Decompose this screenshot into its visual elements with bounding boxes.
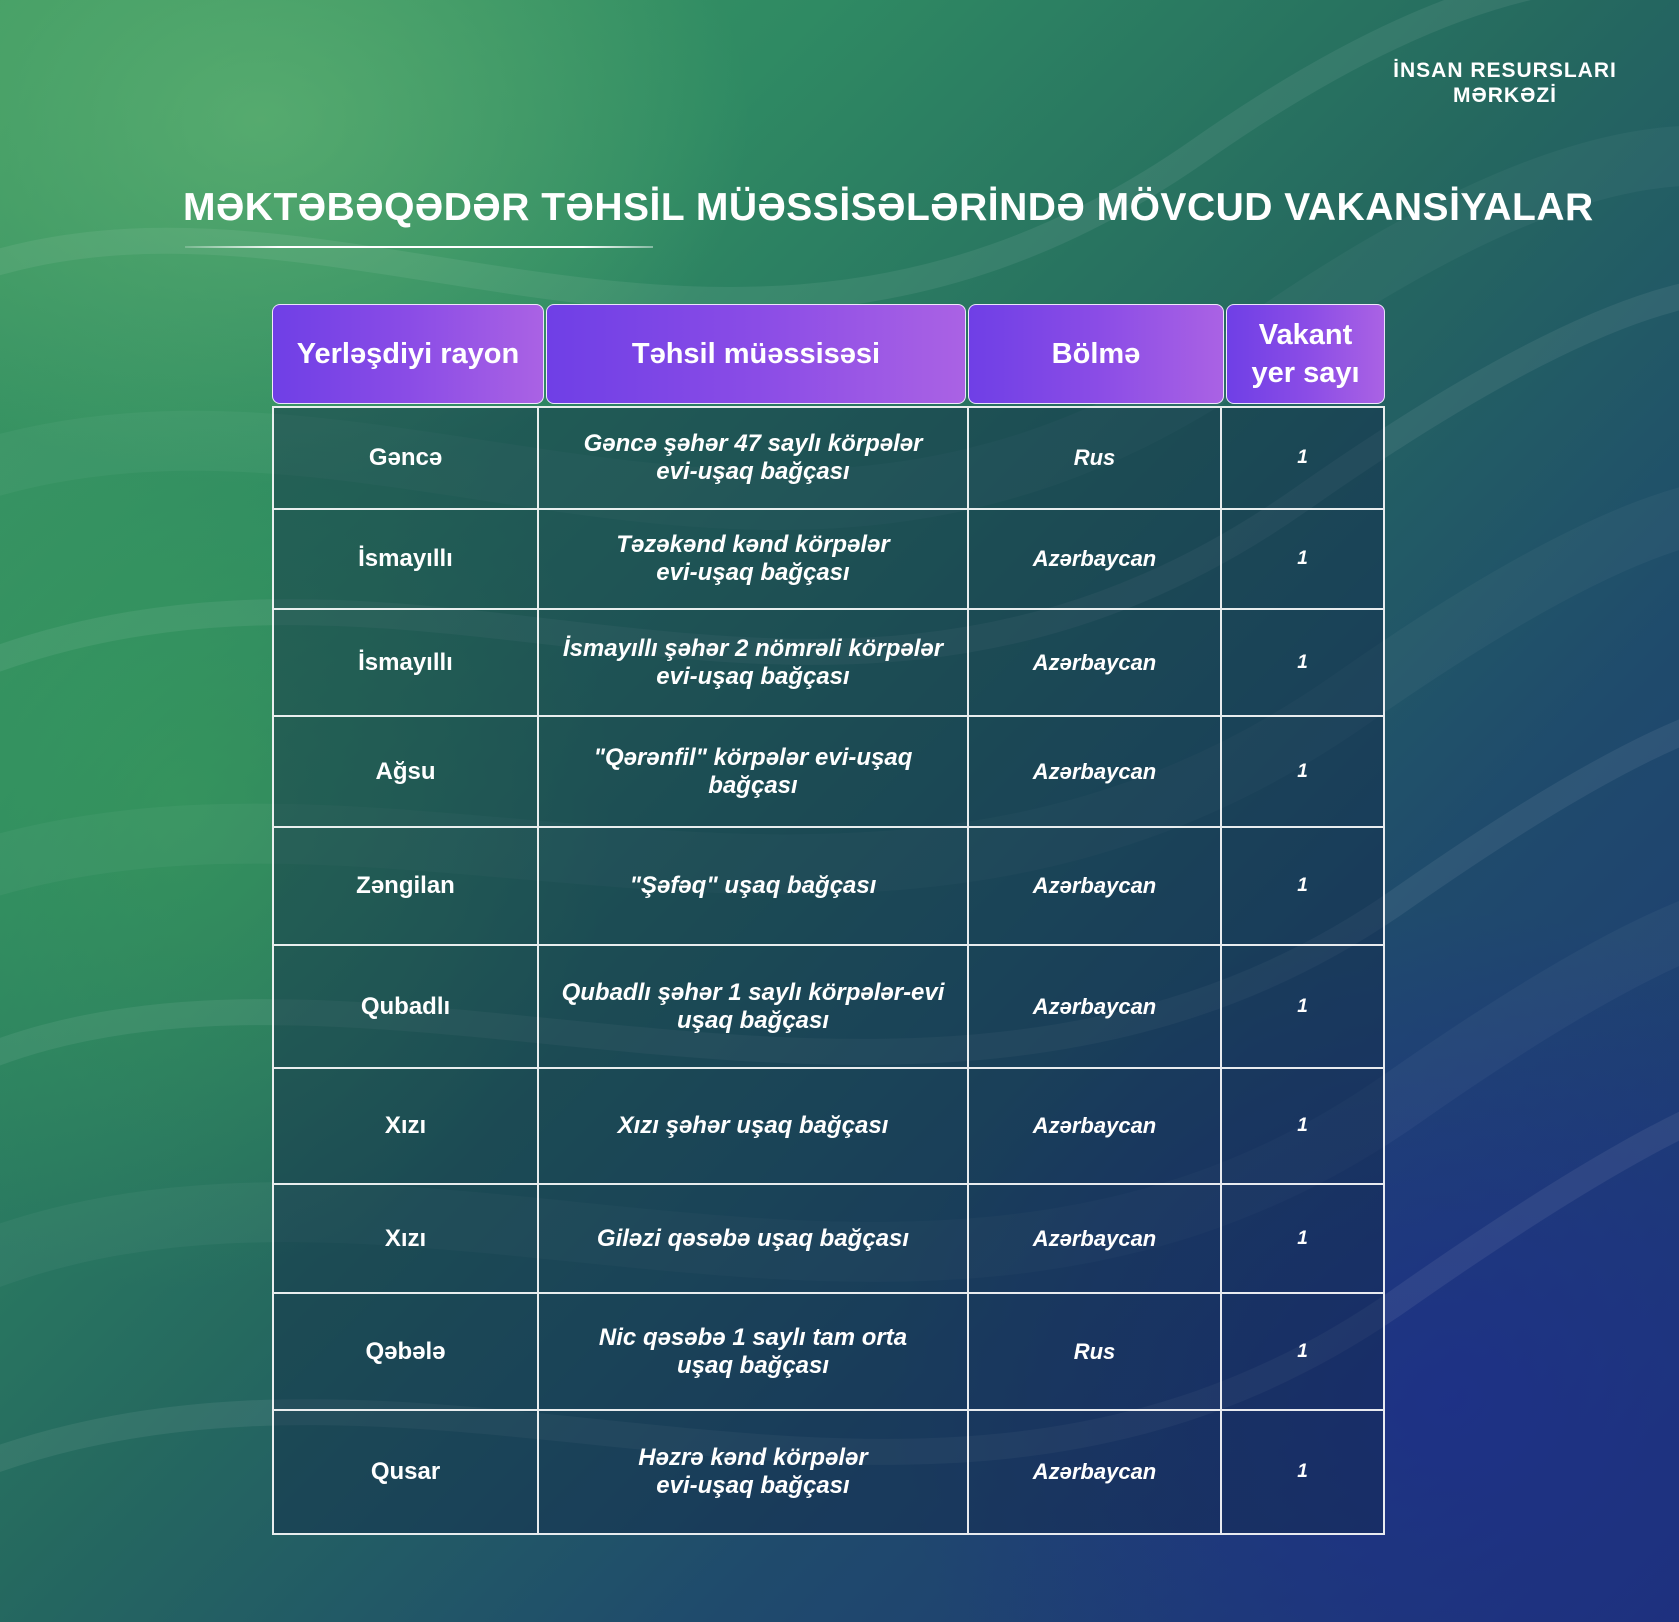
cell-section: Azərbaycan <box>967 510 1220 608</box>
table-row <box>274 828 1383 946</box>
institution-line-2: uşaq bağçası <box>676 1006 830 1034</box>
table-body <box>272 406 1385 1535</box>
cell-section: Azərbaycan <box>967 1069 1220 1183</box>
institution-line-1: İsmayıllı şəhər 2 nömrəli körpələr <box>562 634 944 662</box>
header-vacancies-line-2: yer sayı <box>1251 357 1360 389</box>
cell-section: Azərbaycan <box>967 610 1220 715</box>
institution-line-1: "Şəfəq" uşaq bağçası <box>629 872 877 899</box>
cell-district: Gəncə <box>368 444 443 471</box>
brand-line-1: İNSAN RESURSLARI <box>1393 59 1617 82</box>
cell-district: İsmayıllı <box>358 648 453 676</box>
cell-institution <box>537 1411 967 1533</box>
cell-section: Rus <box>967 408 1220 508</box>
institution-line-1: Təzəkənd kənd körpələr <box>616 531 890 558</box>
institution-line-1: "Qərənfil" körpələr evi-uşaq bağçası <box>593 743 913 799</box>
cell-district: Xızı <box>384 1224 427 1252</box>
cell-district: Qubadlı <box>360 992 451 1020</box>
institution-line-2: evi-uşaq bağçası <box>656 1472 850 1499</box>
header-vacancies-line-1: Vakant <box>1258 319 1353 351</box>
institution-line-1: Nic qəsəbə 1 saylı tam orta <box>598 1323 908 1351</box>
cell-section: Azərbaycan <box>967 1185 1220 1292</box>
institution-line-1: Qubadlı şəhər 1 saylı körpələr-evi <box>561 978 945 1006</box>
header-section: Bölmə <box>968 304 1224 404</box>
cell-section: Rus <box>967 1294 1220 1409</box>
table-row <box>274 610 1383 717</box>
table-row <box>274 946 1383 1069</box>
institution-line-1: Həzrə kənd körpələr <box>638 1444 868 1471</box>
cell-vacancies: 1 <box>1220 1185 1383 1292</box>
table-row <box>274 1069 1383 1185</box>
header-institution: Təhsil müəssisəsi <box>546 304 966 404</box>
cell-district: Qəbələ <box>365 1337 446 1365</box>
institution-line-1: Gəncə şəhər 47 saylı körpələr <box>583 430 923 457</box>
cell-vacancies: 1 <box>1220 1411 1383 1533</box>
cell-institution <box>537 1294 967 1409</box>
institution-line-1: Giləzi qəsəbə uşaq bağçası <box>596 1224 910 1252</box>
institution-line-1: Xızı şəhər uşaq bağçası <box>617 1112 889 1139</box>
cell-district: Xızı <box>384 1112 427 1139</box>
cell-vacancies: 1 <box>1220 717 1383 826</box>
cell-district: Qusar <box>370 1458 441 1485</box>
cell-vacancies: 1 <box>1220 1294 1383 1409</box>
cell-vacancies: 1 <box>1220 946 1383 1067</box>
cell-institution <box>537 1069 967 1183</box>
cell-section: Azərbaycan <box>967 1411 1220 1533</box>
cell-district: Zəngilan <box>356 872 455 899</box>
brand-logo <box>1380 58 1630 108</box>
cell-vacancies: 1 <box>1220 828 1383 944</box>
cell-vacancies: 1 <box>1220 510 1383 608</box>
header-vacancies <box>1226 304 1385 404</box>
cell-institution <box>537 1185 967 1292</box>
page-title: MƏKTƏBƏQƏDƏR TƏHSİL MÜƏSSİSƏLƏRİNDƏ MÖVCUD VAKANSİYALAR <box>183 186 1594 229</box>
header-district: Yerləşdiyi rayon <box>272 304 544 404</box>
cell-institution <box>537 610 967 715</box>
cell-institution <box>537 408 967 508</box>
table-header <box>272 304 1385 406</box>
cell-vacancies: 1 <box>1220 408 1383 508</box>
vacancies-table <box>272 304 1385 1535</box>
brand-line-2: MƏRKƏZİ <box>1453 84 1557 107</box>
institution-line-2: uşaq bağçası <box>676 1351 830 1379</box>
title-underline <box>185 246 653 248</box>
table-row <box>274 1294 1383 1411</box>
table-row <box>274 408 1383 510</box>
table-row <box>274 1411 1383 1533</box>
cell-vacancies: 1 <box>1220 610 1383 715</box>
cell-institution <box>537 828 967 944</box>
cell-section: Azərbaycan <box>967 946 1220 1067</box>
cell-institution <box>537 946 967 1067</box>
cell-institution <box>537 510 967 608</box>
cell-institution <box>537 717 967 826</box>
cell-section: Azərbaycan <box>967 828 1220 944</box>
cell-district: İsmayıllı <box>358 545 453 572</box>
institution-line-2: evi-uşaq bağçası <box>656 662 850 690</box>
cell-section: Azərbaycan <box>967 717 1220 826</box>
cell-district: Ağsu <box>375 757 436 785</box>
table-row <box>274 510 1383 610</box>
table-row <box>274 717 1383 828</box>
institution-line-2: evi-uşaq bağçası <box>656 559 850 586</box>
cell-vacancies: 1 <box>1220 1069 1383 1183</box>
table-row <box>274 1185 1383 1294</box>
institution-line-2: evi-uşaq bağçası <box>656 458 850 485</box>
